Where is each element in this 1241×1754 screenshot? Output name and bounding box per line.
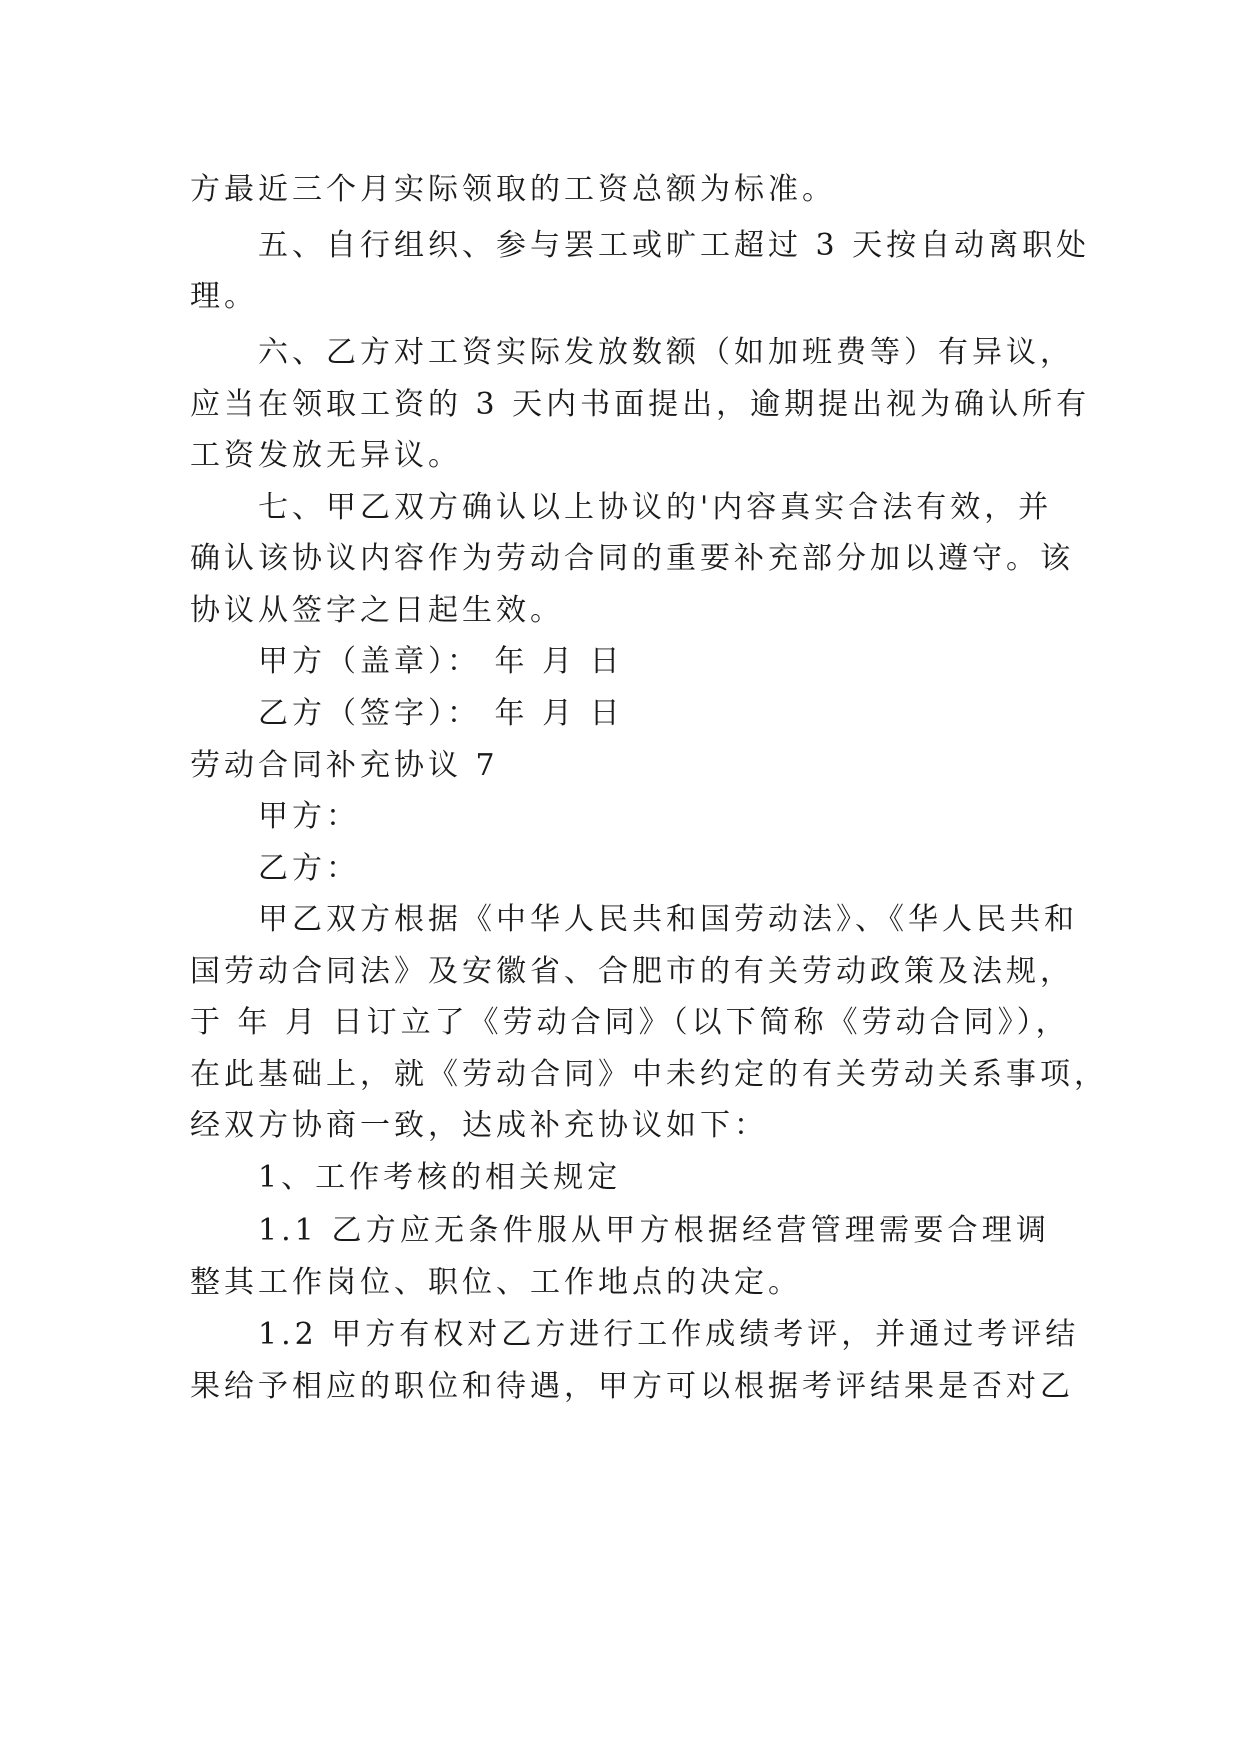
text-line: 理。 (190, 279, 258, 314)
clause-heading: 1、工作考核的相关规定 (258, 1160, 622, 1195)
text-line: 方最近三个月实际领取的工资总额为标准。 (190, 172, 836, 207)
section-title: 劳动合同补充协议 7 (190, 748, 499, 783)
text-line: 在此基础上，就《劳动合同》中未约定的有关劳动关系事项， (190, 1057, 1108, 1092)
signature-line-party-b: 乙方（签字）： 年 月 日 (258, 696, 624, 731)
text-line: 整其工作岗位、职位、工作地点的决定。 (190, 1265, 802, 1300)
text-line: 七、甲乙双方确认以上协议的'内容真实合法有效，并 (258, 490, 1053, 525)
text-line: 甲方： (258, 799, 360, 834)
text-line: 国劳动合同法》及安徽省、合肥市的有关劳动政策及法规， (190, 954, 1074, 989)
text-line: 确认该协议内容作为劳动合同的重要补充部分加以遵守。该 (190, 541, 1074, 576)
text-line: 六、乙方对工资实际发放数额（如加班费等）有异议， (258, 335, 1074, 370)
text-line: 乙方： (258, 851, 360, 886)
text-line: 应当在领取工资的 3 天内书面提出，逾期提出视为确认所有 (190, 387, 1091, 422)
text-line: 经双方协商一致，达成补充协议如下： (190, 1108, 768, 1143)
text-line: 甲乙双方根据《中华人民共和国劳动法》、《华人民共和 (258, 902, 1078, 937)
signature-line-party-a: 甲方（盖章）： 年 月 日 (258, 644, 624, 679)
text-line: 五、自行组织、参与罢工或旷工超过 3 天按自动离职处 (258, 228, 1091, 263)
text-line: 果给予相应的职位和待遇，甲方可以根据考评结果是否对乙 (190, 1369, 1074, 1404)
text-line: 1.1 乙方应无条件服从甲方根据经营管理需要合理调 (258, 1213, 1050, 1248)
text-line: 工资发放无异议。 (190, 438, 462, 473)
text-line: 1.2 甲方有权对乙方进行工作成绩考评，并通过考评结 (258, 1317, 1080, 1352)
text-line: 协议从签字之日起生效。 (190, 593, 564, 628)
text-line: 于 年 月 日订立了《劳动合同》（以下简称《劳动合同》）， (190, 1005, 1070, 1040)
